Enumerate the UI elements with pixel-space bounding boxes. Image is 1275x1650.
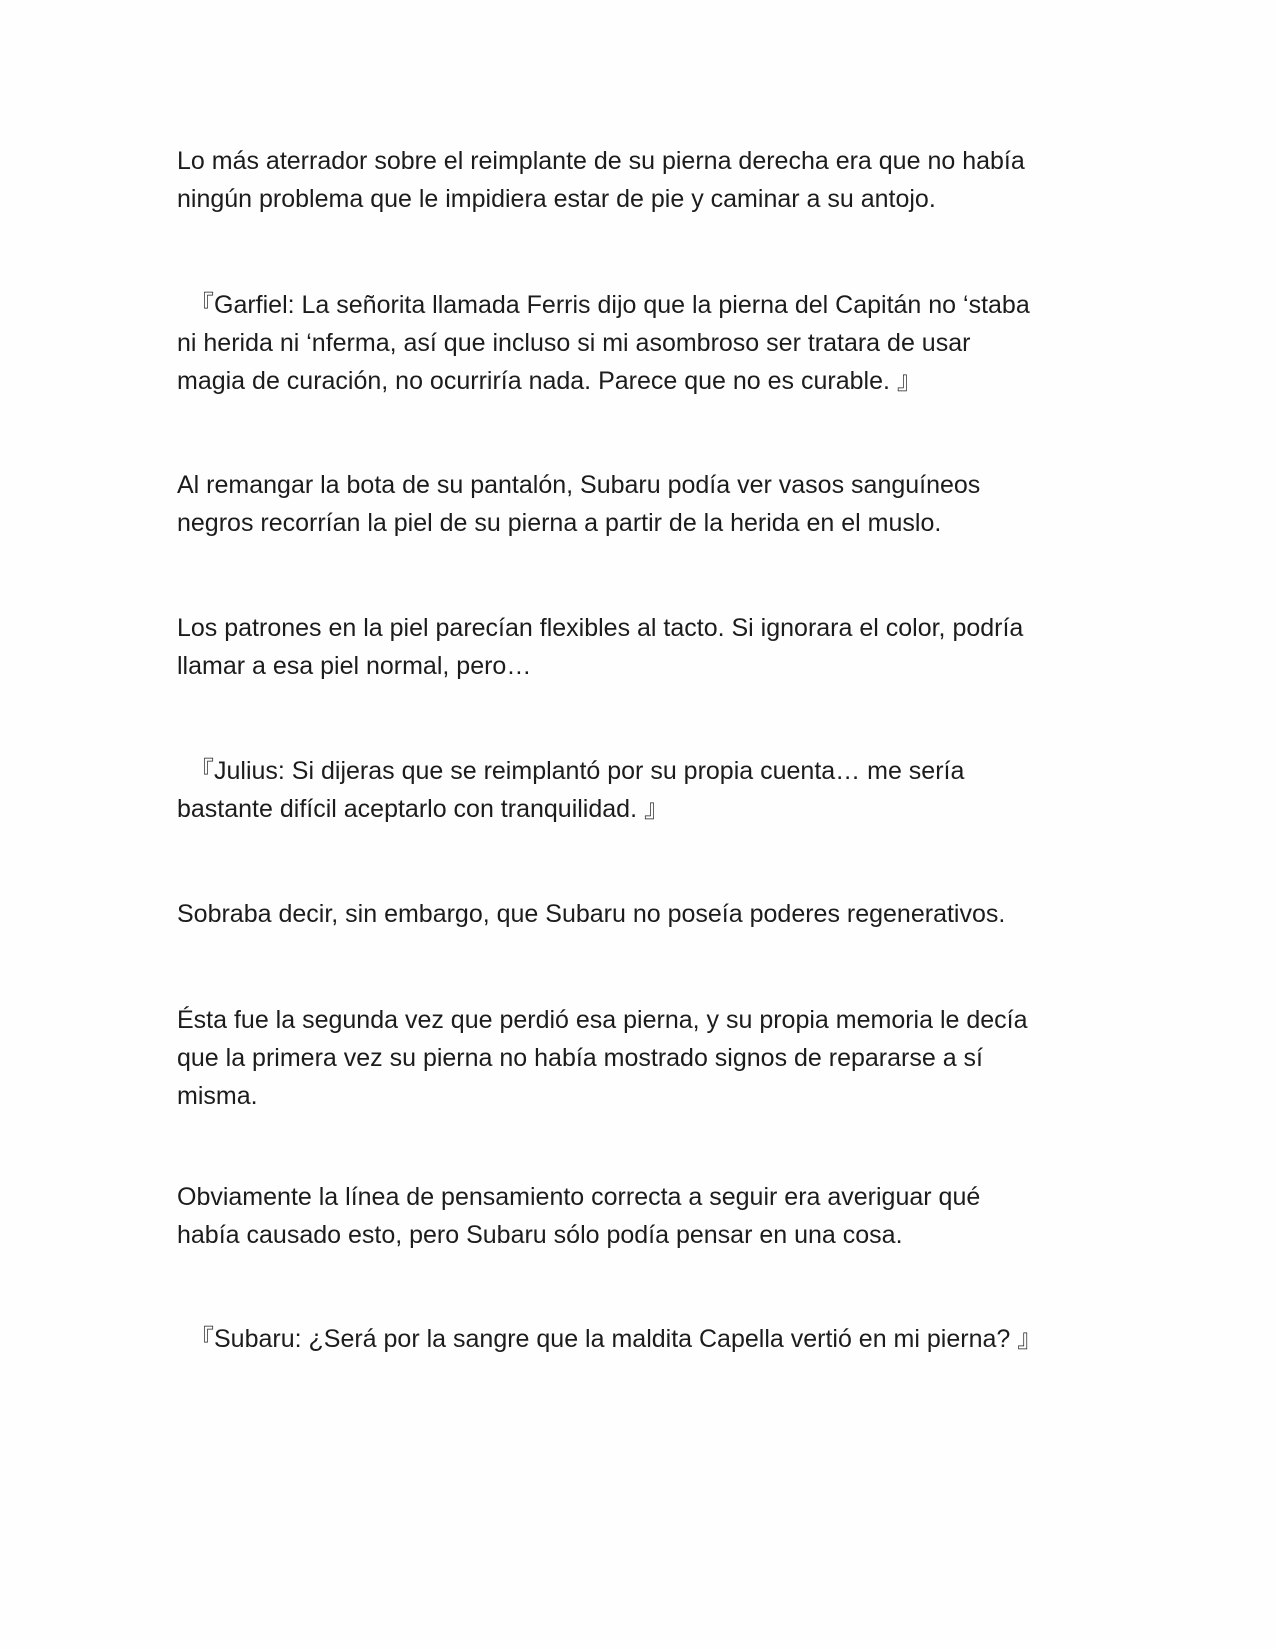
text-line: bastante difícil aceptarlo con tranquilidad. 』 <box>177 795 669 823</box>
paragraph-narration <box>177 609 1023 685</box>
text-line: que la primera vez su pierna no había mostrado signos de repararse a sí <box>177 1044 984 1072</box>
text-line: magia de curación, no ocurriría nada. Parece que no es curable. 』 <box>177 367 922 395</box>
paragraph-narration <box>177 466 980 542</box>
text-line: 『Garfiel: La señorita llamada Ferris dijo que la pierna del Capitán no ‘staba <box>189 291 1030 319</box>
paragraph-narration <box>177 142 1025 218</box>
paragraph-narration <box>177 1178 980 1254</box>
text-line: 『Julius: Si dijeras que se reimplantó por su propia cuenta… me sería <box>189 757 965 785</box>
paragraph-dialogue-garfiel <box>177 286 1030 400</box>
text-line: había causado esto, pero Subaru sólo podía pensar en una cosa. <box>177 1221 903 1249</box>
paragraph-narration <box>177 1001 1028 1115</box>
text-line: ningún problema que le impidiera estar de pie y caminar a su antojo. <box>177 185 936 213</box>
text-line: ni herida ni ‘nferma, así que incluso si mi asombroso ser tratara de usar <box>177 329 971 357</box>
text-line: 『Subaru: ¿Será por la sangre que la maldita Capella vertió en mi pierna? 』 <box>189 1325 1043 1353</box>
paragraph-narration <box>177 895 1005 933</box>
text-line: Obviamente la línea de pensamiento correcta a seguir era averiguar qué <box>177 1183 981 1211</box>
text-line: misma. <box>177 1082 258 1110</box>
text-line: negros recorrían la piel de su pierna a partir de la herida en el muslo. <box>177 509 942 537</box>
text-line: Lo más aterrador sobre el reimplante de su pierna derecha era que no había <box>177 147 1025 175</box>
paragraph-dialogue-julius <box>177 752 964 828</box>
paragraph-dialogue-subaru <box>177 1320 1042 1358</box>
text-line: Al remangar la bota de su pantalón, Subaru podía ver vasos sanguíneos <box>177 471 981 499</box>
text-line: Sobraba decir, sin embargo, que Subaru no poseía poderes regenerativos. <box>177 900 1006 928</box>
text-line: llamar a esa piel normal, pero… <box>177 652 532 680</box>
text-line: Ésta fue la segunda vez que perdió esa pierna, y su propia memoria le decía <box>177 1006 1028 1034</box>
text-line: Los patrones en la piel parecían flexibles al tacto. Si ignorara el color, podría <box>177 614 1024 642</box>
